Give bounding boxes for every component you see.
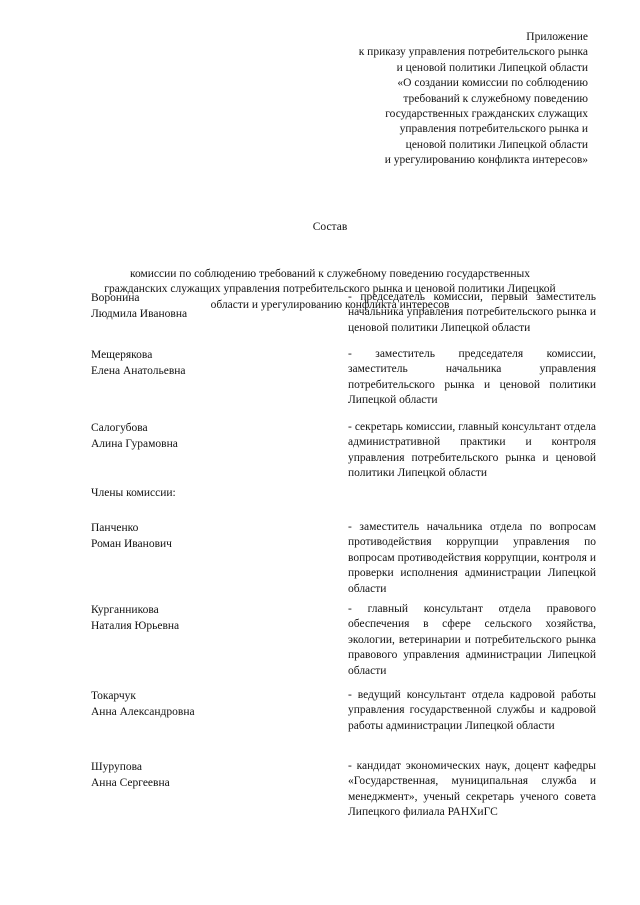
member-name: Мещерякова Елена Анатольевна [91, 349, 186, 377]
document-subtitle: комиссии по соблюдению требований к служебному поведению государственных гражданских служащих управления потребительского рынка и ценовой политики Липецкой области и урегулированию конфликта интересов [104, 267, 556, 311]
member-role: - главный консультант отдела правового обеспечения в сфере сельского хозяйства, экологии, ветеринарии и потребительского рынка правового управления администрации Липецкой области [348, 603, 596, 677]
member-name: Салогубова Алина Гурамовна [91, 422, 178, 450]
member-role: - ведущий консультант отдела кадровой работы управления государственной службы и кадровой работы администрации Липецкой области [348, 689, 596, 732]
member-name: Курганникова Наталия Юрьевна [91, 604, 180, 632]
member-name: Воронина Людмила Ивановна [91, 292, 188, 320]
member-name: Шурупова Анна Сергеевна [91, 761, 170, 789]
member-role: - заместитель начальника отдела по вопросам противодействия коррупции управления по вопросам противодействия коррупции, контроля и проверки исполнения администрации Липецкой области [348, 521, 596, 595]
member-name: Панченко Роман Иванович [91, 522, 172, 550]
member-role: - секретарь комиссии, главный консультант отдела административной практики и контроля управления потребительского рынка и ценовой политики Липецкой области [348, 421, 596, 480]
document-title: Состав [312, 221, 348, 233]
member-name: Токарчук Анна Александровна [91, 690, 195, 718]
appendix-header: Приложение к приказу управления потребительского рынка и ценовой политики Липецкой области «О создании комиссии по соблюдению требований к служебному поведению государственных гражданских служащих управления потребительского рынка и ценовой политики Липецкой области и урегулированию конфликта интересов» [358, 31, 588, 167]
members-label: Члены комиссии: [91, 487, 176, 499]
member-role: - заместитель председателя комиссии, заместитель начальника управления потребительского рынка и ценовой политики Липецкой области [348, 348, 596, 407]
member-role: - кандидат экономических наук, доцент кафедры «Государственная, муниципальная служба и менеджмент», ученый секретарь ученого совета Липецкого филиала РАНХиГС [348, 760, 596, 819]
member-role: - председатель комиссии, первый заместитель начальника управления потребительского рынка и ценовой политики Липецкой области [348, 291, 596, 334]
